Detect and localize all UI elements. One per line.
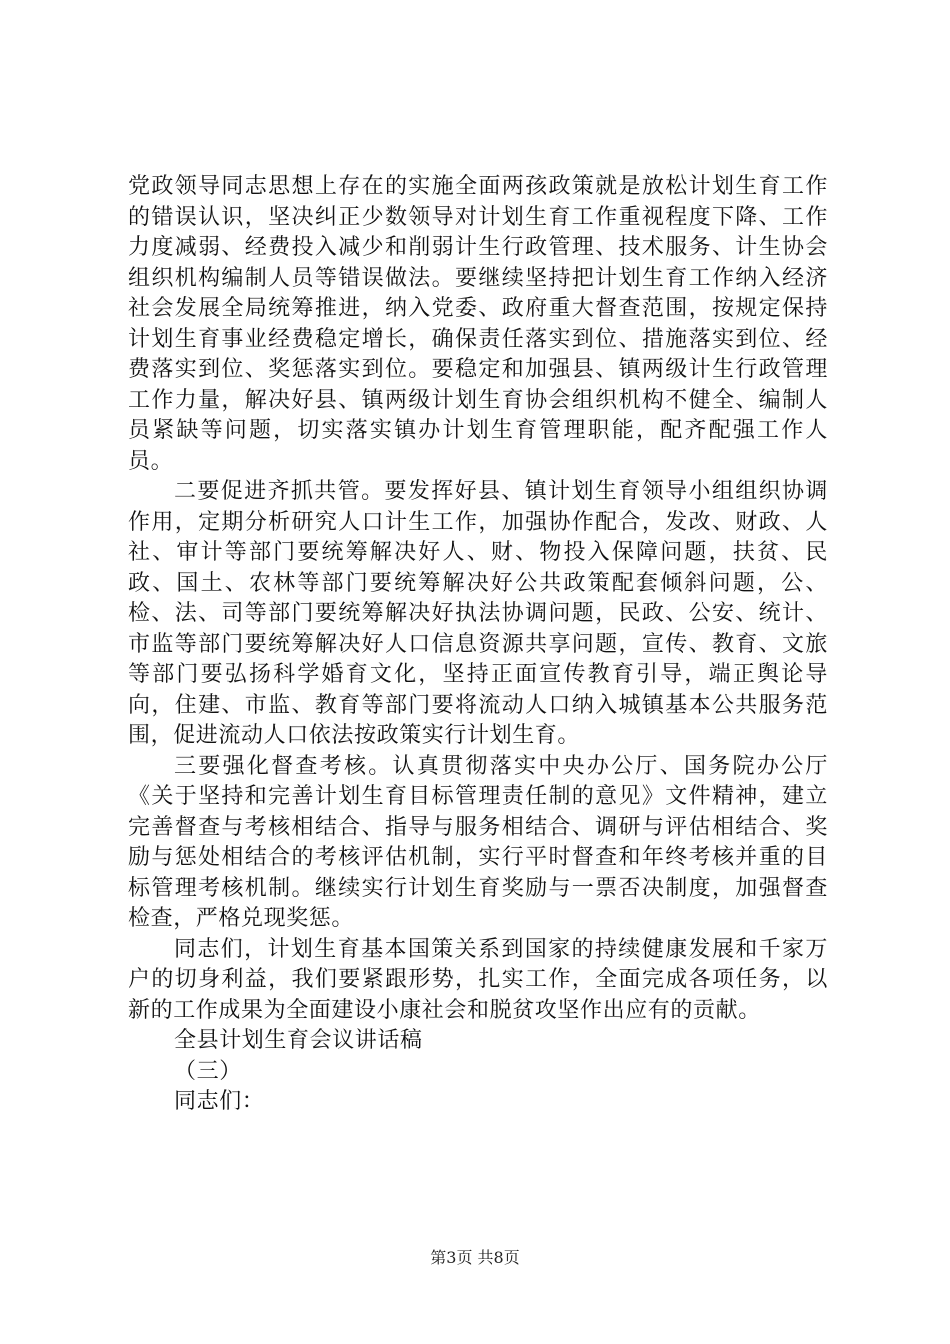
document-body [128,172,828,1118]
section-number: （三） [174,1058,242,1084]
paragraph-continued: 党政领导同志思想上存在的实施全面两孩政策就是放松计划生育工作的错误认识，坚决纠正少数领导对计划生育工作重视程度下降、工作力度减弱、经费投入减少和削弱计生行政管理、技术服务、计生协会组织机构编制人员等错误做法。要继续坚持把计划生育工作纳入经济社会发展全局统筹推进，纳入党委、政府重大督查范围，按规定保持计划生育事业经费稳定增长，确保责任落实到位、措施落实到位、经费落实到位、奖惩落实到位。要稳定和加强县、镇两级计生行政管理工作力量，解决好县、镇两级计划生育协会组织机构不健全、编制人员紧缺等问题，切实落实镇办计划生育管理职能，配齐配强工作人员。 [128,174,828,474]
salutation: 同志们： [174,1089,265,1114]
page-footer: 第3页 共8页 [430,1248,520,1267]
paragraph-supervision: 三要强化督查考核。认真贯彻落实中央办公厅、国务院办公厅《关于坚持和完善计划生育目标管理责任制的意见》文件精神，建立完善督查与考核相结合、指导与服务相结合、调研与评估相结合、奖励与惩处相结合的考核评估机制，实行平时督查和年终考核并重的目标管理考核机制。继续实行计划生育奖励与一票否决制度，加强督查检查，严格兑现奖惩。 [128,753,828,931]
paragraph-joint-management: 二要促进齐抓共管。要发挥好县、镇计划生育领导小组组织协调作用，定期分析研究人口计生工作，加强协作配合，发改、财政、人社、审计等部门要统筹解决好人、财、物投入保障问题，扶贫、民政、国土、农林等部门要统筹解决好公共政策配套倾斜问题，公、检、法、司等部门要统筹解决好执法协调问题，民政、公安、统计、市监等部门要统筹解决好人口信息资源共享问题，宣传、教育、文旅等部门要弘扬科学婚育文化，坚持正面宣传教育引导，端正舆论导向，住建、市监、教育等部门要将流动人口纳入城镇基本公共服务范围，促进流动人口依法按政策实行计划生育。 [128,479,828,748]
paragraph-closing: 同志们，计划生育基本国策关系到国家的持续健康发展和千家万户的切身利益，我们要紧跟形势，扎实工作，全面完成各项任务，以新的工作成果为全面建设小康社会和脱贫攻坚作出应有的贡献。 [128,936,828,1023]
speech-title: 全县计划生育会议讲话稿 [174,1028,423,1053]
